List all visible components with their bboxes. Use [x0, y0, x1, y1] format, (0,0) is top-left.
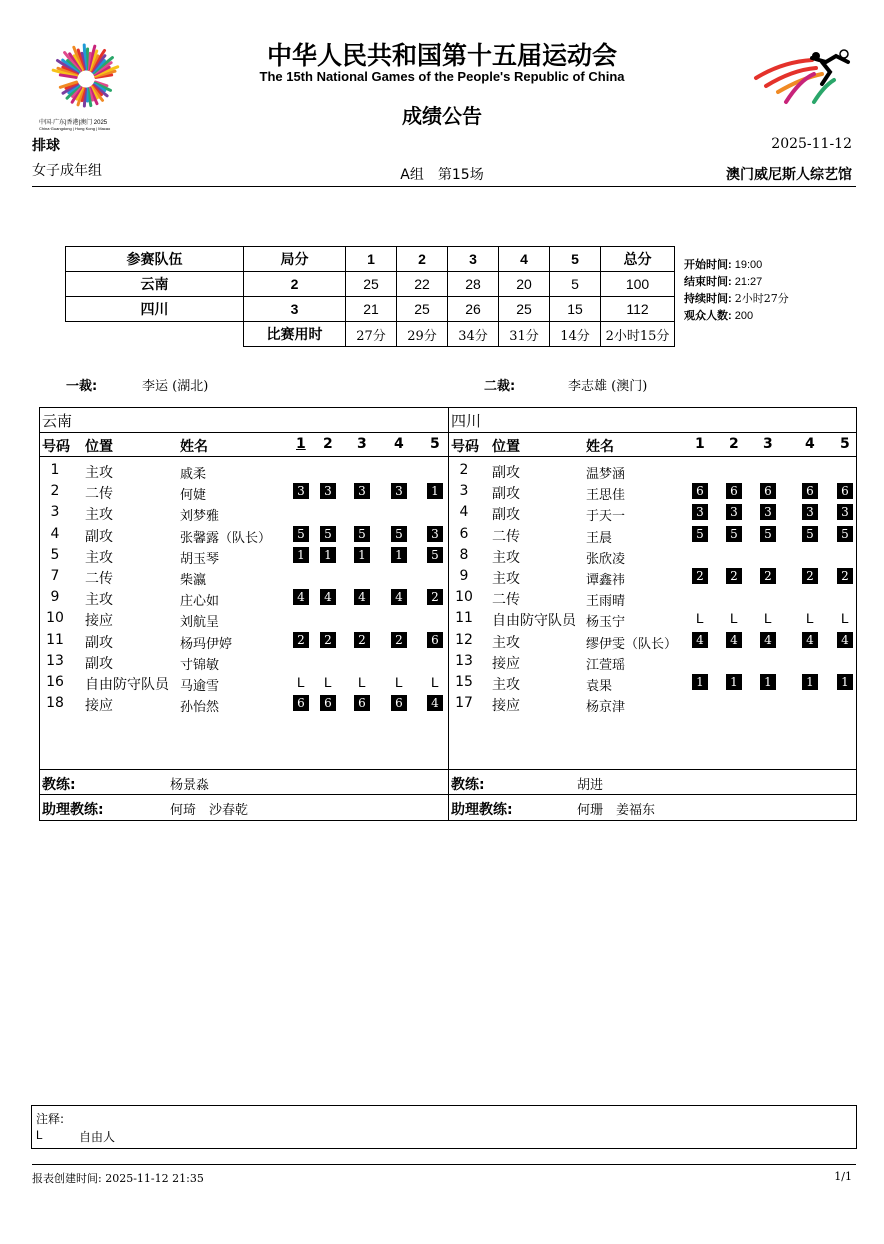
start-time: 开始时间: 19:00 [684, 259, 763, 271]
libero-mark: L [395, 674, 403, 690]
player-position: 主攻 [492, 571, 520, 587]
player-row [449, 567, 856, 588]
player-row [40, 461, 448, 482]
notes-label: 注释: [36, 1112, 65, 1126]
starting-position-box: 6 [837, 483, 853, 499]
sport-name: 排球 [32, 138, 60, 154]
player-number: 12 [455, 631, 473, 648]
player-number: 6 [459, 525, 469, 542]
player-row [449, 461, 856, 482]
venue: 澳门威尼斯人综艺馆 [726, 167, 852, 183]
assistant-coach-row [40, 794, 448, 820]
player-name: 胡玉琴 [180, 551, 220, 567]
set-score: 25 [346, 272, 397, 297]
duration: 持续时间: 2小时27分 [684, 292, 789, 305]
libero-mark: L [324, 674, 332, 690]
match-date: 2025-11-12 [771, 136, 852, 152]
starting-position-box: 1 [427, 483, 443, 499]
logo-caption-en: China·Guangdong | Hong Kong | Macao [39, 126, 111, 131]
starting-position-box: 2 [391, 632, 407, 648]
set-header: 5 [550, 247, 601, 272]
starting-position-box: 3 [427, 526, 443, 542]
starting-position-box: 4 [391, 589, 407, 605]
player-number: 17 [455, 695, 473, 712]
assistant-coach-row [449, 794, 856, 820]
set-header: 4 [499, 247, 550, 272]
starting-position-box: 4 [760, 632, 776, 648]
starting-position-box: 3 [726, 504, 742, 520]
player-row [40, 694, 448, 715]
starting-position-box: 5 [760, 526, 776, 542]
set-column-header: 4 [394, 436, 404, 452]
player-number: 11 [46, 631, 64, 648]
player-number: 13 [46, 652, 64, 669]
starting-position-box: 3 [320, 483, 336, 499]
notes-box [31, 1105, 857, 1149]
assistant-coach-names: 何珊 姜福东 [577, 803, 656, 818]
total-score: 112 [601, 297, 675, 322]
player-row [449, 652, 856, 673]
starting-position-box: 5 [692, 526, 708, 542]
starting-position-box: 4 [293, 589, 309, 605]
score-header-row [66, 247, 675, 272]
player-position: 接应 [85, 613, 113, 630]
player-name: 温梦涵 [586, 467, 626, 482]
starting-position-box: 6 [802, 483, 818, 499]
starting-position-box: 5 [293, 526, 309, 542]
player-position: 二传 [85, 486, 113, 503]
sets-header: 局分 [244, 247, 346, 272]
player-row [449, 503, 856, 524]
starting-position-box: 6 [354, 695, 370, 711]
spectators: 观众人数: 200 [684, 310, 754, 322]
starting-position-box: 5 [802, 526, 818, 542]
player-number: 3 [50, 504, 60, 521]
starting-position-box: 1 [354, 547, 370, 563]
end-time: 结束时间: 21:27 [684, 276, 763, 288]
player-name: 王雨晴 [586, 594, 626, 610]
total-duration: 2小时15分 [601, 322, 675, 347]
player-row [449, 609, 856, 630]
starting-position-box: 3 [293, 483, 309, 499]
duration-label: 比赛用时 [244, 322, 346, 347]
libero-mark: L [358, 674, 366, 690]
player-name: 谭鑫祎 [586, 573, 626, 588]
starting-position-box: 5 [427, 547, 443, 563]
page-number: 1/1 [834, 1170, 852, 1183]
coach-row [449, 769, 856, 795]
starting-position-box: 6 [427, 632, 443, 648]
coach-name: 胡进 [577, 778, 604, 793]
team-name: 四川 [66, 297, 244, 322]
coach-label: 教练: [42, 777, 76, 793]
player-name: 袁果 [586, 679, 613, 694]
games-title: 中华人民共和国第十五届运动会 [266, 41, 617, 70]
player-number: 8 [459, 546, 469, 563]
player-position: 主攻 [492, 549, 520, 566]
player-name: 刘航呈 [180, 615, 220, 631]
set-column-header: 3 [357, 436, 367, 452]
player-row [40, 588, 448, 609]
player-position: 副攻 [492, 486, 520, 503]
number-header: 号码 [42, 439, 70, 455]
player-row [40, 546, 448, 567]
starting-position-box: 5 [726, 526, 742, 542]
libero-mark: L [431, 674, 439, 690]
player-row [40, 482, 448, 503]
starting-position-box: 1 [320, 547, 336, 563]
starting-position-box: 3 [760, 504, 776, 520]
assistant-coach-label: 助理教练: [42, 802, 104, 818]
coach-name: 杨景淼 [170, 778, 210, 793]
player-position: 副攻 [492, 465, 520, 481]
player-number: 13 [455, 652, 473, 669]
player-position: 主攻 [492, 677, 520, 693]
sets-won: 3 [244, 297, 346, 322]
player-row [40, 503, 448, 524]
starting-position-box: 5 [354, 526, 370, 542]
first-referee-label: 一裁: [66, 379, 98, 394]
starting-position-box: 4 [354, 589, 370, 605]
player-name: 马逾雪 [180, 679, 220, 694]
set-duration: 14分 [550, 322, 601, 347]
starting-position-box: 1 [760, 674, 776, 690]
report-created: 报表创建时间: 2025-11-12 21:35 [32, 1172, 204, 1185]
set-score: 22 [397, 272, 448, 297]
set-column-header: 5 [840, 436, 850, 452]
starting-position-box: 6 [320, 695, 336, 711]
starting-position-box: 2 [293, 632, 309, 648]
player-number: 2 [50, 483, 60, 500]
set-column-header: 5 [430, 436, 440, 452]
set-column-header: 1 [695, 436, 705, 452]
position-header: 位置 [492, 439, 520, 455]
starting-position-box: 5 [320, 526, 336, 542]
total-score: 100 [601, 272, 675, 297]
libero-mark: L [806, 610, 814, 627]
libero-mark: L [841, 610, 849, 627]
starting-position-box: 4 [802, 632, 818, 648]
roster-team-b [449, 408, 856, 820]
player-row [449, 525, 856, 546]
set-column-header: 1 [296, 436, 306, 452]
starting-position-box: 3 [391, 483, 407, 499]
player-number: 16 [46, 674, 64, 690]
player-row [449, 694, 856, 715]
player-position: 主攻 [85, 465, 113, 481]
set-score: 15 [550, 297, 601, 322]
roster-column-headers [449, 432, 856, 457]
header-divider [32, 186, 856, 187]
player-name: 刘梦雅 [180, 509, 220, 525]
player-name: 杨玉宁 [586, 615, 626, 631]
set-score: 25 [499, 297, 550, 322]
notes-meaning: 自由人 [79, 1130, 116, 1144]
player-number: 10 [46, 610, 64, 627]
set-duration: 31分 [499, 322, 550, 347]
document-title: 成绩公告 [402, 104, 482, 128]
team-header: 参赛队伍 [66, 247, 244, 272]
starting-position-box: 2 [354, 632, 370, 648]
duration-row [66, 322, 675, 347]
player-position: 主攻 [85, 549, 113, 566]
assistant-coach-label: 助理教练: [451, 802, 513, 818]
notes-code: L [36, 1128, 43, 1142]
player-position: 自由防守队员 [492, 613, 576, 630]
player-number: 18 [46, 695, 64, 712]
footer-divider [32, 1164, 856, 1165]
set-duration: 34分 [448, 322, 499, 347]
starting-position-box: 6 [760, 483, 776, 499]
player-number: 5 [50, 546, 60, 563]
player-row [40, 652, 448, 673]
starting-position-box: 1 [837, 674, 853, 690]
player-number: 9 [459, 568, 469, 584]
set-column-header: 4 [805, 436, 815, 452]
player-row [449, 673, 856, 694]
player-name: 缪伊雯（队长） [586, 636, 678, 652]
player-row [40, 673, 448, 694]
second-referee: 李志雄 (澳门) [568, 379, 648, 394]
player-row [449, 482, 856, 503]
starting-position-box: 4 [320, 589, 336, 605]
total-header: 总分 [601, 247, 675, 272]
player-number: 10 [455, 589, 473, 606]
starting-position-box: 1 [692, 674, 708, 690]
sets-won: 2 [244, 272, 346, 297]
name-header: 姓名 [586, 439, 614, 455]
set-score: 20 [499, 272, 550, 297]
starting-position-box: 1 [726, 674, 742, 690]
starting-position-box: 6 [726, 483, 742, 499]
set-column-header: 2 [323, 436, 333, 452]
starting-position-box: 3 [802, 504, 818, 520]
player-number: 9 [50, 589, 60, 606]
player-position: 接应 [85, 698, 113, 715]
player-number: 11 [455, 610, 473, 627]
player-name: 寸锦敏 [180, 657, 220, 673]
starting-position-box: 2 [726, 568, 742, 584]
starting-position-box: 4 [692, 632, 708, 648]
logo-caption: 中国·广东|香港|澳门 2025 [39, 120, 108, 126]
player-row [40, 609, 448, 630]
starting-position-box: 2 [760, 568, 776, 584]
player-name: 张欣凌 [586, 551, 626, 567]
starting-position-box: 4 [837, 632, 853, 648]
libero-mark: L [696, 610, 704, 627]
starting-position-box: 3 [837, 504, 853, 520]
player-position: 二传 [492, 592, 520, 609]
player-position: 副攻 [85, 528, 113, 545]
player-name: 戚柔 [180, 467, 207, 482]
starting-position-box: 1 [802, 674, 818, 690]
player-name: 庄心如 [180, 594, 220, 610]
player-number: 4 [50, 525, 60, 542]
starting-position-box: 1 [293, 547, 309, 563]
roster-team-a [40, 408, 448, 820]
roster-column-headers [40, 432, 448, 457]
player-position: 主攻 [492, 634, 520, 651]
starting-position-box: 3 [692, 504, 708, 520]
set-score: 26 [448, 297, 499, 322]
player-position: 主攻 [85, 592, 113, 609]
player-name: 杨京津 [586, 700, 626, 716]
set-score: 5 [550, 272, 601, 297]
name-header: 姓名 [180, 439, 208, 455]
set-header: 3 [448, 247, 499, 272]
player-row [449, 631, 856, 652]
player-number: 7 [50, 568, 60, 584]
player-number: 3 [459, 483, 469, 500]
libero-mark: L [764, 610, 772, 627]
set-score: 28 [448, 272, 499, 297]
player-row [40, 567, 448, 588]
player-position: 副攻 [85, 655, 113, 672]
team-name: 云南 [66, 272, 244, 297]
player-position: 主攻 [85, 507, 113, 524]
player-name: 王晨 [586, 530, 613, 546]
score-row-team-b [66, 297, 675, 322]
player-name: 江萱瑶 [586, 657, 626, 673]
player-number: 1 [50, 462, 60, 478]
player-name: 王思佳 [586, 488, 626, 504]
roster-team-name: 云南 [40, 408, 448, 433]
starting-position-box: 3 [354, 483, 370, 499]
set-column-header: 3 [763, 436, 773, 452]
starting-position-box: 6 [692, 483, 708, 499]
player-row [40, 631, 448, 652]
libero-mark: L [730, 610, 738, 627]
position-header: 位置 [85, 439, 113, 455]
starting-position-box: 5 [391, 526, 407, 542]
set-column-header: 2 [729, 436, 739, 452]
player-number: 15 [455, 674, 473, 690]
starting-position-box: 4 [427, 695, 443, 711]
match-label: A组 第15场 [400, 167, 484, 183]
set-score: 25 [397, 297, 448, 322]
player-position: 副攻 [85, 634, 113, 651]
starting-position-box: 2 [692, 568, 708, 584]
player-row [449, 588, 856, 609]
rosters [39, 407, 857, 821]
score-table [65, 246, 675, 347]
second-referee-label: 二裁: [484, 379, 516, 394]
set-score: 21 [346, 297, 397, 322]
player-name: 孙怡然 [180, 700, 220, 716]
player-row [40, 525, 448, 546]
roster-team-name: 四川 [449, 408, 856, 433]
player-position: 接应 [492, 655, 520, 672]
player-name: 于天一 [586, 509, 626, 525]
player-position: 接应 [492, 698, 520, 715]
player-position: 二传 [492, 528, 520, 545]
set-duration: 27分 [346, 322, 397, 347]
player-position: 自由防守队员 [85, 677, 169, 693]
player-name: 何婕 [180, 488, 207, 504]
player-name: 张馨露（队长） [180, 530, 272, 546]
coach-row [40, 769, 448, 795]
set-duration: 29分 [397, 322, 448, 347]
starting-position-box: 6 [391, 695, 407, 711]
starting-position-box: 2 [837, 568, 853, 584]
starting-position-box: 4 [726, 632, 742, 648]
starting-position-box: 6 [293, 695, 309, 711]
category: 女子成年组 [32, 163, 102, 179]
player-name: 杨玛伊婷 [180, 636, 233, 652]
player-number: 2 [459, 462, 469, 478]
player-number: 4 [459, 504, 469, 521]
player-name: 柴瀛 [180, 573, 207, 588]
first-referee: 李运 (湖北) [142, 379, 209, 394]
set-header: 1 [346, 247, 397, 272]
libero-mark: L [297, 674, 305, 690]
starting-position-box: 2 [427, 589, 443, 605]
starting-position-box: 1 [391, 547, 407, 563]
starting-position-box: 5 [837, 526, 853, 542]
starting-position-box: 2 [802, 568, 818, 584]
score-row-team-a [66, 272, 675, 297]
set-header: 2 [397, 247, 448, 272]
player-position: 二传 [85, 571, 113, 587]
assistant-coach-names: 何琦 沙春乾 [170, 803, 249, 818]
player-row [449, 546, 856, 567]
coach-label: 教练: [451, 777, 485, 793]
starting-position-box: 2 [320, 632, 336, 648]
player-position: 副攻 [492, 507, 520, 524]
number-header: 号码 [451, 439, 479, 455]
games-subtitle: The 15th National Games of the People's Republic of China [259, 69, 625, 84]
